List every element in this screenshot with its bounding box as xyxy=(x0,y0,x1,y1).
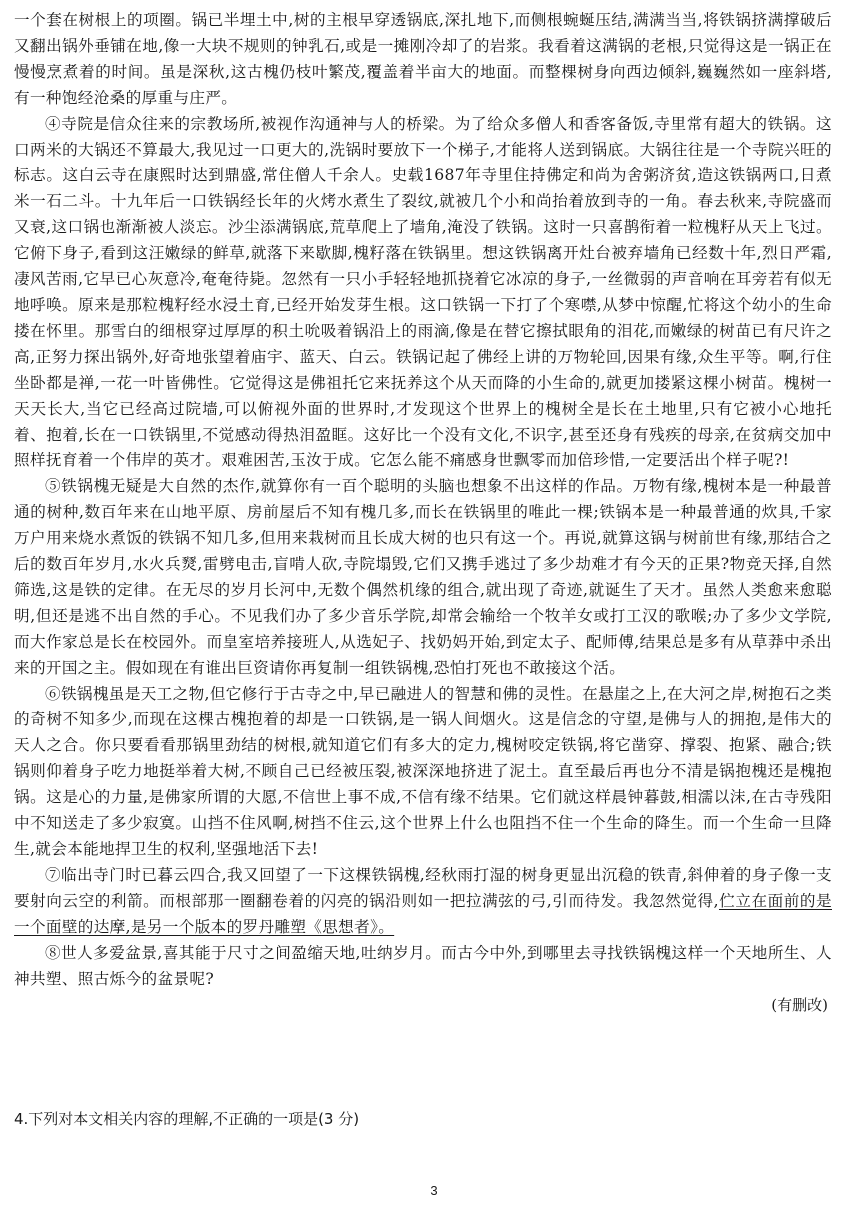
paragraph-4: ④寺院是信众往来的宗教场所,被视作沟通神与人的桥梁。为了给众多僧人和香客备饭,寺里常有超大的铁锅。这口两米的大锅还不算最大,我见过一口更大的,洗锅时要放下一个梯子,才能将人送到锅底。大锅往往是一个寺院兴旺的标志。这白云寺在康熙时达到鼎盛,常住僧人千余人。史载1687年寺里住持佛定和尚为舍粥济贫,造这铁锅两口,日煮米一石二斗。十九年后一口铁锅经长年的火烤水煮生了裂纹,就被几个小和尚抬着放到寺的一角。春去秋来,寺院盛而又衰,这口锅也渐渐被人淡忘。沙尘添满锅底,荒草爬上了墙角,淹没了铁锅。这时一只喜鹊衔着一粒槐籽从天上飞过。它俯下身子,看到这汪嫩绿的鲜草,就落下来歇脚,槐籽落在铁锅里。想这铁锅离开灶台被弃墙角已经数十年,烈日严霜,凄风苦雨,它早已心灰意冷,奄奄待毙。忽然有一只小手轻轻地抓挠着它冰凉的身子,一丝微弱的声音响在耳旁若有似无地呼唤。原来是那粒槐籽经水浸土育,已经开始发芽生根。这口铁锅一下打了个寒噤,从梦中惊醒,忙将这个幼小的生命搂在怀里。那雪白的细根穿过厚厚的积土吮吸着锅沿上的雨滴,像是在替它擦拭眼角的泪花,而嫩绿的树苗已有尺许之高,正努力探出锅外,好奇地张望着庙宇、蓝天、白云。铁锅记起了佛经上讲的万物轮回,因果有缘,众生平等。啊,行住坐卧都是禅,一花一叶皆佛性。它觉得这是佛祖托它来抚养这个从天而降的小生命的,就更加搂紧这棵小树苗。槐树一天天长大,当它已经高过院墙,可以俯视外面的世界时,才发现这个世界上的槐树全是长在土地里,只有它被小心地托着、抱着,长在一口铁锅里,不觉感动得热泪盈眶。这好比一个没有文化,不识字,甚至还身有残疾的母亲,在贫病交加中照样抚育着一个伟岸的英才。艰难困苦,玉汝于成。它怎么能不痛感身世飘零而加倍珍惜,一定要活出个样子呢?! xyxy=(14,114,832,470)
paragraph-continued: 一个套在树根上的项圈。锅已半埋土中,树的主根早穿透锅底,深扎地下,而侧根蜿蜒压结,满满当当,将铁锅挤满撑破后又翻出锅外垂铺在地,像一大块不规则的钟乳石,或是一摊刚冷却了的岩浆。我看着这满锅的老根,只觉得这是一锅正在慢慢烹煮着的时间。虽是深秋,这古槐仍枝叶繁茂,覆盖着半亩大的地面。而整棵树身向西边倾斜,巍巍然如一座斜塔,有一种饱经沧桑的厚重与庄严。 xyxy=(14,11,832,107)
page-number: 3 xyxy=(430,1183,438,1198)
paragraph-7 xyxy=(14,863,832,941)
question-4: 4.下列对本文相关内容的理解,不正确的一项是(3 分) xyxy=(14,1110,360,1128)
paragraph-6: ⑥铁锅槐虽是天工之物,但它修行于古寺之中,早已融进人的智慧和佛的灵性。在悬崖之上,在大河之岸,树抱石之类的奇树不知多少,而现在这棵古槐抱着的却是一口铁锅,是一锅人间烟火。这是信念的守望,是佛与人的拥抱,是伟大的天人之合。你只要看看那锅里劲结的树根,就知道它们有多大的定力,槐树咬定铁锅,将它凿穿、撑裂、抱紧、融合;铁锅则仰着身子吃力地挺举着大树,不顾自己已经被压裂,被深深地挤进了泥土。直至最后再也分不清是锅抱槐还是槐抱锅。这是心的力量,是佛家所谓的大愿,不信世上事不成,不信有缘不结果。它们就这样晨钟暮鼓,相濡以沫,在古寺残阳中不知送走了多少寂寞。山挡不住风啊,树挡不住云,这个世界上什么也阻挡不住一个生命的降生。而一个生命一旦降生,就会本能地捍卫生的权利,坚强地活下去! xyxy=(14,684,832,858)
paragraph-5: ⑤铁锅槐无疑是大自然的杰作,就算你有一百个聪明的头脑也想象不出这样的作品。万物有缘,槐树本是一种最普通的树种,数百年来在山地平原、房前屋后不知有槐几多,而长在铁锅里的唯此一棵;铁锅本是一种最普通的炊具,千家万户用来烧水煮饭的铁锅不知几多,但用来栽树而且长成大树的也只有这一个。再说,就算这锅与树前世有缘,那结合之后的数百年岁月,水火兵燹,雷劈电击,盲啃人砍,寺院塌毁,它们又携手逃过了多少劫难才有今天的正果?物竞天择,自然筛选,这是铁的定律。在无尽的岁月长河中,无数个偶然机缘的组合,就出现了奇迹,就诞生了天才。虽然人类愈来愈聪明,但还是逃不出自然的手心。不见我们办了多少音乐学院,却常会输给一个牧羊女或打工汉的歌喉;办了多少文学院,而大作家总是长在校园外。而皇室培养接班人,从选妃子、找奶妈开始,到定太子、配师傅,结果总是多有从草莽中杀出来的开国之主。假如现在有谁出巨资请你再复制一组铁锅槐,恐怕打死也不敢接这个活。 xyxy=(14,477,832,677)
paragraph-7-text: ⑦临出寺门时已暮云四合,我又回望了一下这棵铁锅槐,经秋雨打湿的树身更显出沉稳的铁青,斜伸着的身子像一支要射向云空的利箭。而根部那一圈翻卷着的闪亮的锅沿则如一把拉满弦的弓,引而待发。我忽然觉得, xyxy=(14,865,832,910)
paragraph-8: ⑧世人多爱盆景,喜其能于尺寸之间盈缩天地,吐纳岁月。而古今中外,到哪里去寻找铁锅槐这样一个天地所生、人神共塑、照古烁今的盆景呢? xyxy=(14,943,832,988)
source-note: (有删改) xyxy=(771,996,828,1015)
underlined-sentence: 伫立在面前的是一个面壁的达摩,是另一个版本的罗丹雕塑《思想者》。 xyxy=(14,891,832,936)
article-body xyxy=(14,8,832,1018)
